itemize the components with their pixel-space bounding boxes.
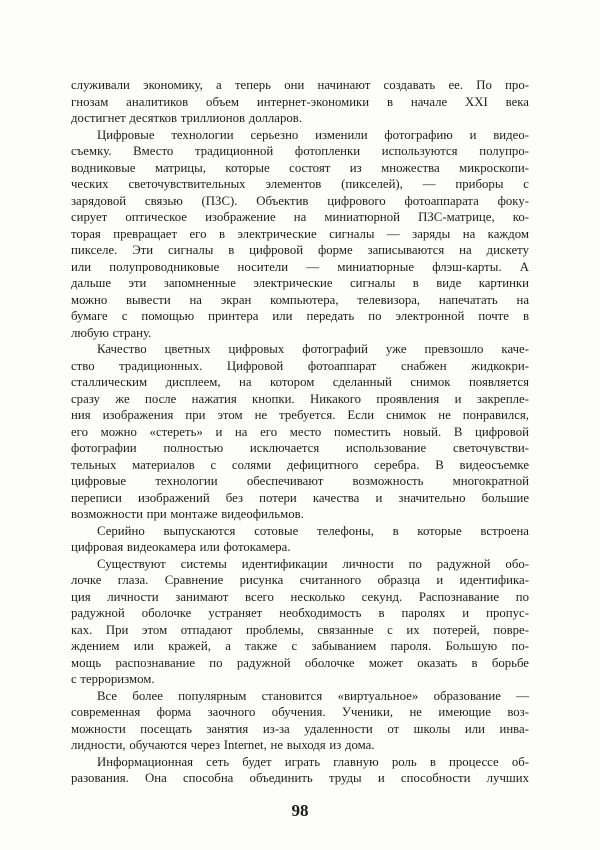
text-line: водниковые матрицы, которые состоят из множества микроскопи- (71, 160, 529, 175)
text-line: мощь распознавание по радужной оболочке может оказать в борьбе (71, 655, 529, 670)
text-line: фотографии полностью исключается использование светочувстви- (71, 441, 529, 455)
text-line: ждением или кражей, а также с забыванием пароля. Большую по- (71, 639, 529, 653)
text-line: можности посещать занятия из-за удаленности от школы или инва- (71, 721, 529, 736)
text-line: лидности, обучаются через Internet, не выходя из дома. (71, 738, 375, 752)
text-line: бумаге с помощью принтера или передать по электронной почте в (71, 309, 529, 323)
text-line: дальше эти запомненные электрические сигналы в виде картинки (71, 276, 529, 290)
text-line: ство традиционных. Цифровой фотоаппарат снабжен жидкокри- (71, 358, 529, 373)
text-line: лочке глаза. Сравнение рисунка считанного образца и идентифика- (71, 573, 529, 587)
text-line: Информационная сеть будет играть главную роль в процессе об- (97, 754, 529, 769)
text-line: съемку. Вместо традиционной фотопленки используются полупро- (71, 144, 529, 158)
text-line: или полупроводниковые носители — миниатюрные флэш-карты. А (71, 259, 529, 274)
paragraph (71, 523, 529, 556)
paragraph (71, 754, 529, 787)
text-line: его можно «стереть» и на его место поместить новый. В цифровой (71, 424, 529, 439)
text-line: зарядовой связью (ПЗС). Объектив цифрового фотоаппарата фоку- (71, 193, 529, 208)
paragraph (71, 688, 529, 754)
text-line: радужной оболочке устраняет необходимость в паролях и пропус- (71, 606, 529, 620)
paragraph (71, 127, 529, 342)
text-block (71, 77, 529, 787)
text-line: цифровые технологии обеспечивают возможность многократной (71, 474, 529, 488)
paragraph (71, 341, 529, 523)
text-line: сразу же после нажатия кнопки. Никакого проявления и закрепле- (71, 391, 529, 406)
text-line: сталлическим дисплеем, на котором сделанный снимок появляется (71, 375, 529, 389)
text-line: Существуют системы идентификации личности по радужной обо- (97, 556, 529, 571)
text-line: цифровая видеокамера или фотокамера. (71, 540, 291, 554)
text-line: современная форма заочного обучения. Ученики, не имеющие воз- (71, 705, 529, 719)
text-line: переписи изображений без потери качества и значительно большие (71, 490, 529, 505)
text-line: Цифровые технологии серьезно изменили фотографию и видео- (97, 127, 529, 142)
text-line: с терроризмом. (71, 672, 155, 686)
text-line: возможности при монтаже видеофильмов. (71, 507, 304, 521)
text-line: достигнет десятков триллионов долларов. (71, 111, 303, 125)
text-line: разования. Она способна объединить труды и способности лучших (71, 771, 529, 785)
text-line: Качество цветных цифровых фотографий уже превзошло каче- (97, 342, 529, 356)
text-line: гнозам аналитиков объем интернет-экономики в начале XXI века (71, 94, 529, 109)
text-line: служивали экономику, а теперь они начинают создавать ее. По про- (71, 78, 529, 92)
text-line: можно вывести на экран компьютера, телевизора, напечатать на (71, 292, 529, 307)
paragraph (71, 556, 529, 688)
text-line: Все более популярным становится «виртуальное» образование — (97, 688, 529, 703)
text-line: ческих светочувствительных элементов (пикселей), — приборы с (71, 177, 529, 191)
text-line: ция личности занимают всего несколько секунд. Распознавание по (71, 589, 529, 604)
text-line: любую страну. (71, 325, 152, 340)
page-number: 98 (291, 801, 309, 820)
text-line: сирует оптическое изображение на миниатюрной ПЗС-матрице, ко- (71, 210, 529, 224)
text-line: Серийно выпускаются сотовые телефоны, в которые встроена (97, 523, 529, 538)
text-line: торая превращает его в электрические сигналы — заряды на каждом (71, 226, 529, 241)
text-line: ках. При этом отпадают проблемы, связанные с их потерей, повре- (71, 622, 529, 637)
text-line: тельных материалов с солями дефицитного серебра. В видеосъемке (71, 457, 529, 472)
paragraph (71, 77, 529, 127)
text-line: пикселе. Эти сигналы в цифровой форме записываются на дискету (71, 243, 529, 257)
text-line: ния изображения при этом не требуется. Если снимок не понравился, (71, 408, 529, 422)
